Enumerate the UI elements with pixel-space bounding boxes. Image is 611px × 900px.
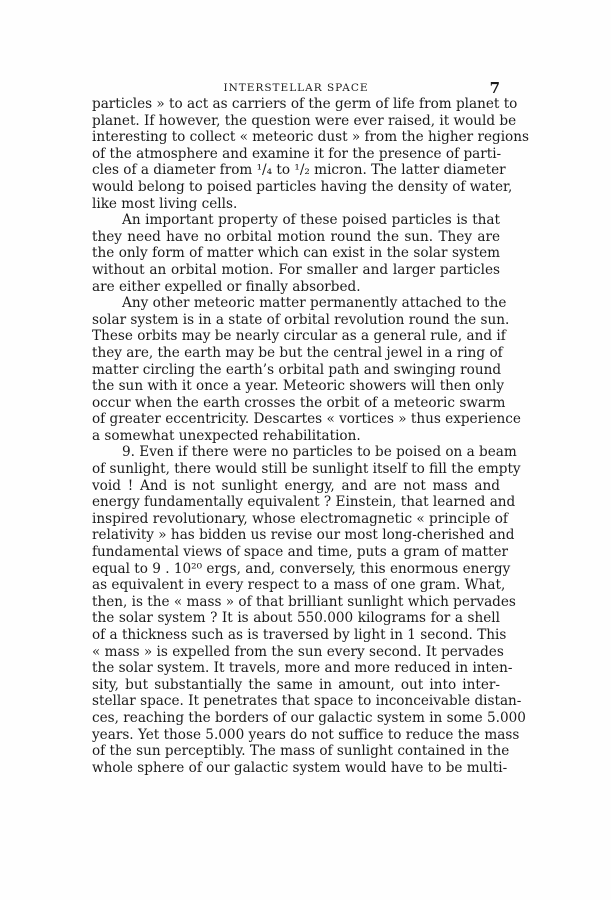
text-line: of the atmosphere and examine it for the presence of parti- — [92, 145, 502, 162]
body-text — [92, 96, 529, 776]
text-line: planet. If however, the question were ever raised, it would be — [92, 112, 517, 129]
text-line: whole sphere of our galactic system would have to be multi- — [92, 759, 508, 776]
text-line: equal to 9 . 10²⁰ ergs, and, conversely, this enormous energy — [92, 560, 511, 577]
text-line: cles of a diameter from ¹/₄ to ¹/₂ micron. The latter diameter — [92, 162, 506, 179]
text-line: matter circling the earth’s orbital path and swinging round — [92, 361, 502, 378]
text-line: relativity » has bidden us revise our most long-cherished and — [92, 527, 515, 544]
text-line: 9. Even if there were no particles to be poised on a beam — [122, 444, 517, 461]
text-line: of the sun perceptibly. The mass of sunlight contained in the — [92, 743, 510, 760]
text-line: stellar space. It penetrates that space to inconceivable distan- — [92, 693, 522, 710]
text-line: sity, but substantially the same in amount, out into inter- — [92, 676, 500, 693]
text-line: a somewhat unexpected rehabilitation. — [92, 427, 361, 444]
text-line: as equivalent in every respect to a mass of one gram. What, — [92, 577, 506, 594]
text-line: occur when the earth crosses the orbit of a meteoric swarm — [92, 394, 506, 411]
text-line: of greater eccentricity. Descartes « vortices » thus experience — [92, 411, 521, 428]
text-line: interesting to collect « meteoric dust » from the higher regions — [92, 129, 529, 146]
text-line: fundamental views of space and time, puts a gram of matter — [92, 544, 509, 561]
text-line: An important property of these poised particles is that — [122, 212, 500, 229]
text-line: they are, the earth may be but the central jewel in a ring of — [92, 344, 503, 361]
text-line: solar system is in a state of orbital revolution round the sun. — [92, 311, 510, 328]
text-line: then, is the « mass » of that brilliant sunlight which pervades — [92, 593, 516, 610]
text-line: inspired revolutionary, whose electromagnetic « principle of — [92, 510, 508, 527]
text-line: energy fundamentally equivalent ? Einstein, that learned and — [92, 494, 516, 511]
text-line: Any other meteoric matter permanently attached to the — [122, 295, 507, 312]
text-line: years. Yet those 5.000 years do not suffice to reduce the mass — [92, 726, 520, 743]
running-head — [92, 80, 500, 96]
text-line: they need have no orbital motion round the sun. They are — [92, 228, 500, 245]
text-line: particles » to act as carriers of the germ of life from planet to — [92, 96, 518, 112]
text-line: the sun with it once a year. Meteoric showers will then only — [92, 378, 504, 395]
text-line: would belong to poised particles having the density of water, — [92, 178, 513, 195]
text-line: the solar system ? It is about 550.000 kilograms for a shell — [92, 610, 500, 627]
text-line: the solar system. It travels, more and more reduced in inten- — [92, 660, 513, 677]
text-line: « mass » is expelled from the sun every second. It pervades — [92, 643, 504, 660]
text-line: of sunlight, there would still be sunlight itself to fill the empty — [92, 461, 521, 478]
text-line: the only form of matter which can exist in the solar system — [92, 245, 500, 262]
text-line: like most living cells. — [92, 195, 238, 212]
text-line: are either expelled or finally absorbed. — [92, 278, 361, 295]
text-line: ces, reaching the borders of our galactic system in some 5.000 — [92, 709, 526, 726]
text-line: void ! And is not sunlight energy, and are not mass and — [92, 477, 500, 494]
text-line: These orbits may be nearly circular as a general rule, and if — [92, 328, 506, 345]
running-head-title: INTERSTELLAR SPACE — [223, 82, 369, 94]
page-number: 7 — [489, 79, 500, 97]
text-line: without an orbital motion. For smaller and larger particles — [92, 261, 500, 278]
text-line: of a thickness such as is traversed by light in 1 second. This — [92, 627, 507, 643]
